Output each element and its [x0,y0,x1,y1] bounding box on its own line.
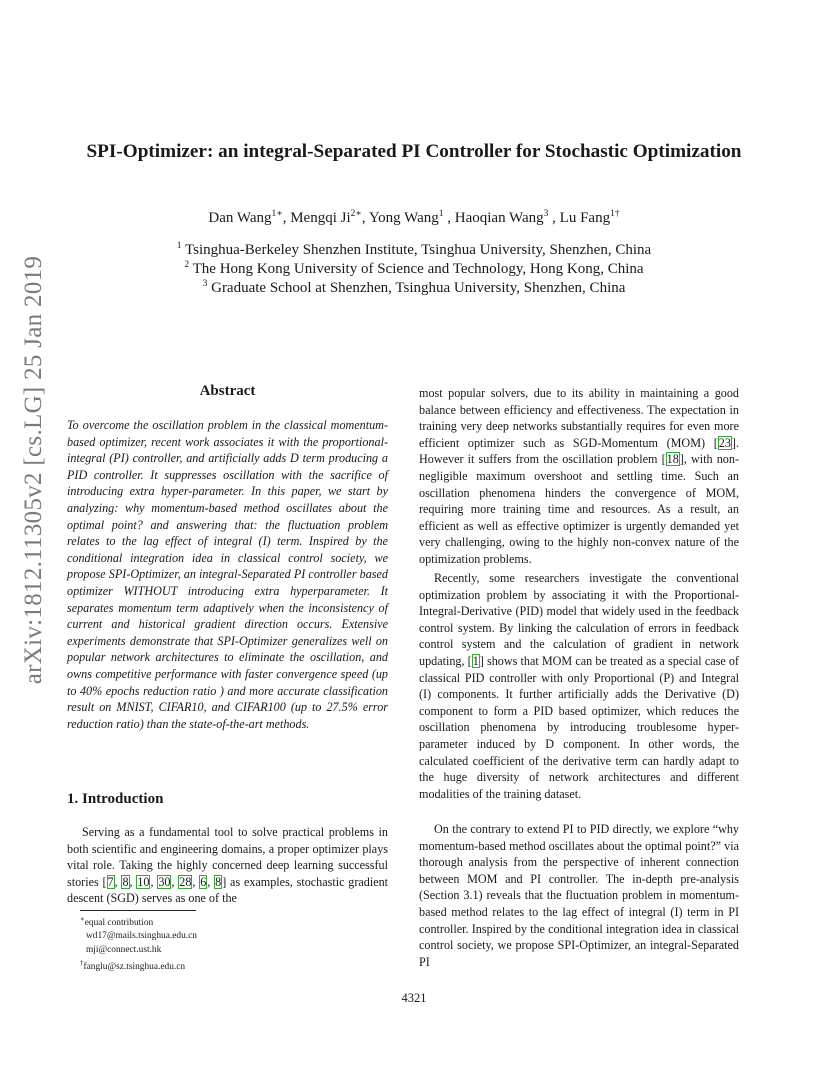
citation-link[interactable]: 1 [472,653,479,668]
body-text: ] shows that MOM can be treated as a special case of classical PID controller with only Proportional (P) and Integral (I) components. It further artificially adds the Derivative (D) component to form a PID based optimizer, which reduces the oscillation phenomena by introducing troublesome hyper-parameter induced by D component. In other words, the calculated coefficient of the derivative term can hardly adapt to the huge diversity of network architectures and different modalities of the training dataset. [419,653,739,801]
arxiv-stamp [12,255,56,685]
citation-link[interactable]: 7 [107,874,114,889]
body-text: ]. However it suffers from the oscillation problem [ [419,435,739,467]
affiliation-1 [0,241,828,259]
citation-link[interactable]: 28 [179,874,192,889]
abstract-heading: Abstract [199,383,256,399]
author-list: Dan Wang$^{1∗}$, Mengqi $Ji^{2∗}$, Yong Wang$^1$ , Haoqian Wang$^3$ , Lu Fang$^{1\dagger}$ [208,209,620,226]
footnote-text: equal contribution [84,918,154,928]
footnote-rule [80,910,196,911]
affiliation-text: The Hong Kong University of Science and Technology, Hong Kong, China [192,261,644,277]
body-text: ], with non-negligible maximum overshoot and settling time. Such an oscillation phenomena hinders the convergence of MOM, requiring more training time and resources. As a result, an efficient as well as effective optimizer is urgently demanded yet very challenging, owing to the highly non-convex nature of the optimization problems. [419,452,739,566]
citation-link[interactable]: 6 [200,874,207,889]
footnote-email-2: mji@connect.ust.hk [86,944,162,955]
footnote-mark: ∗ [80,915,85,923]
intro-text: ] as examples, stochastic gradient descent (SGD) serves as one of the [67,874,389,906]
citation-link[interactable]: 8 [215,874,222,889]
affiliation-mark: 3 [202,279,208,289]
introduction-heading: 1. Introduction [67,791,164,807]
author-mark: 1 [438,209,444,219]
author-name: Dan Wang [208,210,272,226]
affiliation-text: Tsinghua-Berkeley Shenzhen Institute, Tsinghua University, Shenzhen, China [185,242,652,258]
citation-link[interactable]: 18 [666,452,679,467]
author-name: Lu Fang [559,210,611,226]
footnote-equal [80,913,197,930]
arxiv-stamp-text: arXiv:1812.11305v2 [cs.LG] 25 Jan 2019 [20,255,47,685]
footnote-email-1: wd17@mails.tsinghua.edu.cn [86,931,197,942]
footnotes [80,913,197,975]
affiliation-text: Graduate School at Shenzhen, Tsinghua University, Shenzhen, China [211,280,626,296]
author-mark: 3 [543,209,549,219]
footnote-mark: † [80,959,84,968]
right-paragraph-2 [419,570,739,802]
citation-link[interactable]: 8 [122,874,129,889]
paper-title: SPI-Optimizer: an integral-Separated PI Controller for Stochastic Optimization [86,141,742,162]
author-mark: 2∗ [350,209,362,219]
intro-paragraph-1: Serving as a fundamental tool to solve practical problems in both scientific and engineering domains, a proper optimizer plays vital role. Taking the highly concerned deep learning successful stories [7, 8, 10, 30, 28, 6, 8] as examples, stochastic gradient descent (SGD) serves as one of the [67,825,389,906]
footnote-corresponding [80,957,197,974]
citation-link[interactable]: 30 [158,874,171,889]
abstract-body: To overcome the oscillation problem in the classical momentum-based optimizer, recent work associates it with the proportional-integral (PI) controller, and artificially adds D term producing a PID controller. It suppresses oscillation with the sacrifice of introducing extra hyper-parameter. In this paper, we start by analyzing: why momentum-based method oscillates about the optimal point? and answering that: the fluctuation problem relates to the lag effect of integral (I) term. Inspired by the conditional integration idea in classical control society, we propose SPI-Optimizer, an integral-Separated PI controller based optimizer WITHOUT introducing extra hyperparameter. It separates momentum term adaptively when the inconsistency of current and historical gradient direction occurs. Extensive experiments demonstrate that SPI-Optimizer generalizes well on popular network architectures to eliminate the oscillation, and owns competitive performance with faster convergence speed (up to 40% epochs reduction ratio ) and more accurate classification result on MNIST, CIFAR10, and CIFAR100 (up to 27.5% error reduction ratio) than the state-of-the-art methods. [67,418,388,731]
body-text: most popular solvers, due to its ability in maintaining a good balance between efficiency and effectiveness. The expectation in training very deep networks substantially requires for even more efficient optimizer such as SGD-Momentum (MOM) [ [419,386,739,450]
page-number: 4321 [401,991,427,1005]
citation-link[interactable]: 10 [137,874,150,889]
right-paragraph-1 [419,385,739,568]
author-name: Mengqi Ji [290,210,351,226]
intro-text: Serving as a fundamental tool to solve practical problems in both scientific and engineering domains, a proper optimizer plays vital role. Taking the highly concerned deep learning successful stories [ [67,825,388,889]
footnote-text: fanglu@sz.tsinghua.edu.cn [83,962,186,973]
affiliation-mark: 2 [184,260,190,270]
affiliation-mark: 1 [176,241,182,251]
author-name: Yong Wang [368,210,439,226]
right-paragraph-3: On the contrary to extend PI to PID directly, we explore “why momentum-based method oscillates about the optimal point?” via thorough analysis from the perspective of inherent connection between MOM and PI controller. The in-depth pre-analysis (Section 3.1) reveals that the fluctuation problem in momentum-based method relates to the lag effect of integral (I) term in PI controller. Inspired by the conditional integration idea in classical control society, we propose SPI-Optimizer, an integral-Separated PI [419,822,739,969]
body-text: Recently, some researchers investigate the conventional optimization problem by associating it with the Proportional-Integral-Derivative (PID) model that widely used in the feedback control system. By linking the calculation of errors in feedback control system and the calculation of gradient in network updating, [ [419,571,739,668]
author-mark: 1† [610,209,620,219]
author-mark: 1∗ [271,209,283,219]
author-name: Haoqian Wang [454,210,544,226]
affiliation-3 [0,279,828,297]
citation-link[interactable]: 23 [718,435,731,450]
affiliation-2 [0,260,828,278]
